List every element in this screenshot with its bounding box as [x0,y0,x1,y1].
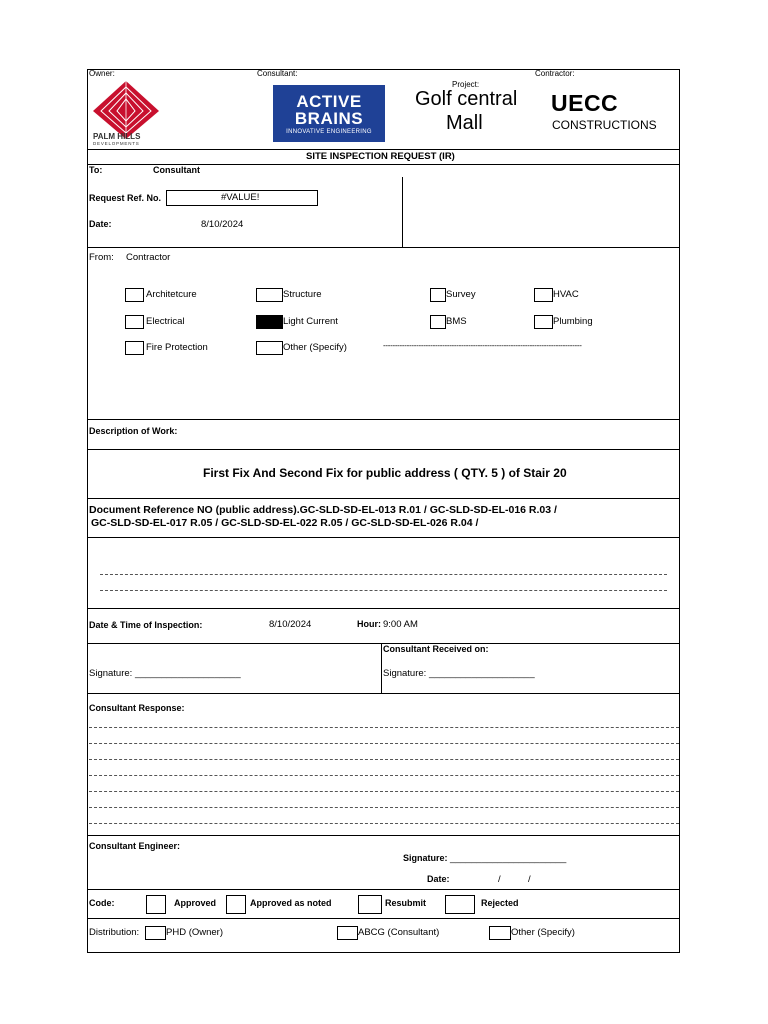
owner-logo-text: PALM HILLS [93,132,141,141]
checkbox-fire-protection[interactable] [125,341,144,355]
owner-logo-sub: DEVELOPMENTS [93,141,140,146]
engineer-date-label: Date: [427,874,450,884]
checkbox-approved-as-noted[interactable] [226,895,246,914]
checkbox-survey[interactable] [430,288,446,302]
checkbox-plumbing[interactable] [534,315,553,329]
code-rejected-label: Rejected [481,898,519,908]
to-value: Consultant [153,165,200,175]
discipline-plumbing-label: Plumbing [553,316,593,327]
checkbox-structure[interactable] [256,288,283,302]
discipline-structure-label: Structure [283,289,322,300]
project-label: Project: [452,80,480,89]
engineer-signature-line: ______________________ [450,853,567,864]
consultant-logo-line3: INNOVATIVE ENGINEERING [286,129,372,135]
consultant-logo-line1: ACTIVE [296,92,362,111]
engineer-date-sep1: / [498,874,501,885]
project-name-line1: Golf central [415,88,518,110]
checkbox-approved[interactable] [146,895,166,914]
distribution-label: Distribution: [89,927,140,938]
discipline-other-label: Other (Specify) [283,342,347,353]
distribution-abcg-label: ABCG (Consultant) [358,927,440,938]
discipline-electrical-label: Electrical [146,316,185,327]
date-value: 8/10/2024 [201,219,244,230]
palm-hills-logo [93,81,159,147]
to-label: To: [89,165,103,175]
consultant-received-label: Consultant Received on: [383,644,489,654]
active-brains-logo [273,85,385,142]
consultant-engineer-label: Consultant Engineer: [89,841,181,851]
code-label: Code: [89,898,115,908]
contractor-logo-line1: UECC [551,90,619,116]
hour-label: Hour: [357,619,381,629]
checkbox-bms[interactable] [430,315,446,329]
discipline-survey-label: Survey [446,289,476,300]
checkbox-light-current[interactable] [256,315,283,329]
contractor-logo-line2: CONSTRUCTIONS [552,118,657,132]
inspection-date: 8/10/2024 [269,619,312,630]
checkbox-other-distribution[interactable] [489,926,511,940]
discipline-fire-protection-label: Fire Protection [146,342,208,353]
consultant-label: Consultant: [257,69,298,78]
signature-left: Signature: ____________________ [89,668,241,679]
checkbox-electrical[interactable] [125,315,144,329]
description-text: First Fix And Second Fix for public address ( QTY. 5 ) of Stair 20 [203,466,567,480]
signature-right: Signature: ____________________ [383,668,535,679]
checkbox-phd-owner[interactable] [145,926,166,940]
form-title: SITE INSPECTION REQUEST (IR) [306,151,455,162]
doc-ref-line2: GC-SLD-SD-EL-017 R.05 / GC-SLD-SD-EL-022 R.05 / GC-SLD-SD-EL-026 R.04 / [91,517,479,529]
date-label: Date: [89,219,112,229]
owner-label: Owner: [89,69,115,78]
checkbox-hvac[interactable] [534,288,553,302]
project-name-line2: Mall [446,112,483,134]
from-value: Contractor [126,252,171,263]
from-label: From: [89,252,114,263]
distribution-phd-label: PHD (Owner) [166,927,224,938]
discipline-hvac-label: HVAC [553,289,579,300]
discipline-architecture-label: Architetcure [146,289,197,300]
request-ref-field[interactable] [166,190,318,206]
contractor-label: Contractor: [535,69,575,78]
inspection-hour: 9:00 AM [383,619,418,630]
inspection-label: Date & Time of Inspection: [89,620,203,630]
request-ref-value: #VALUE! [221,192,260,203]
request-ref-label: Request Ref. No. [89,193,162,203]
other-specify-line: ------------------------------------------------------------------------------------ [383,341,582,350]
checkbox-abcg-consultant[interactable] [337,926,358,940]
consultant-response-label: Consultant Response: [89,703,185,713]
checkbox-resubmit[interactable] [358,895,382,914]
distribution-other-label: Other (Specify) [511,927,575,938]
code-approved-as-noted-label: Approved as noted [250,898,332,908]
engineer-signature-label: Signature: [403,853,448,863]
code-resubmit-label: Resubmit [385,898,427,908]
checkbox-other-discipline[interactable] [256,341,283,355]
description-label: Description of Work: [89,426,178,436]
doc-ref-line1: Document Reference NO (public address).GC-SLD-SD-EL-013 R.01 / GC-SLD-SD-EL-016 R.03 / [89,504,557,516]
discipline-light-current-label: Light Current [283,316,338,327]
consultant-logo-line2: BRAINS [294,109,364,128]
checkbox-rejected[interactable] [445,895,475,914]
discipline-bms-label: BMS [446,316,467,327]
checkbox-architecture[interactable] [125,288,144,302]
code-approved-label: Approved [174,898,217,908]
engineer-date-sep2: / [528,874,531,885]
